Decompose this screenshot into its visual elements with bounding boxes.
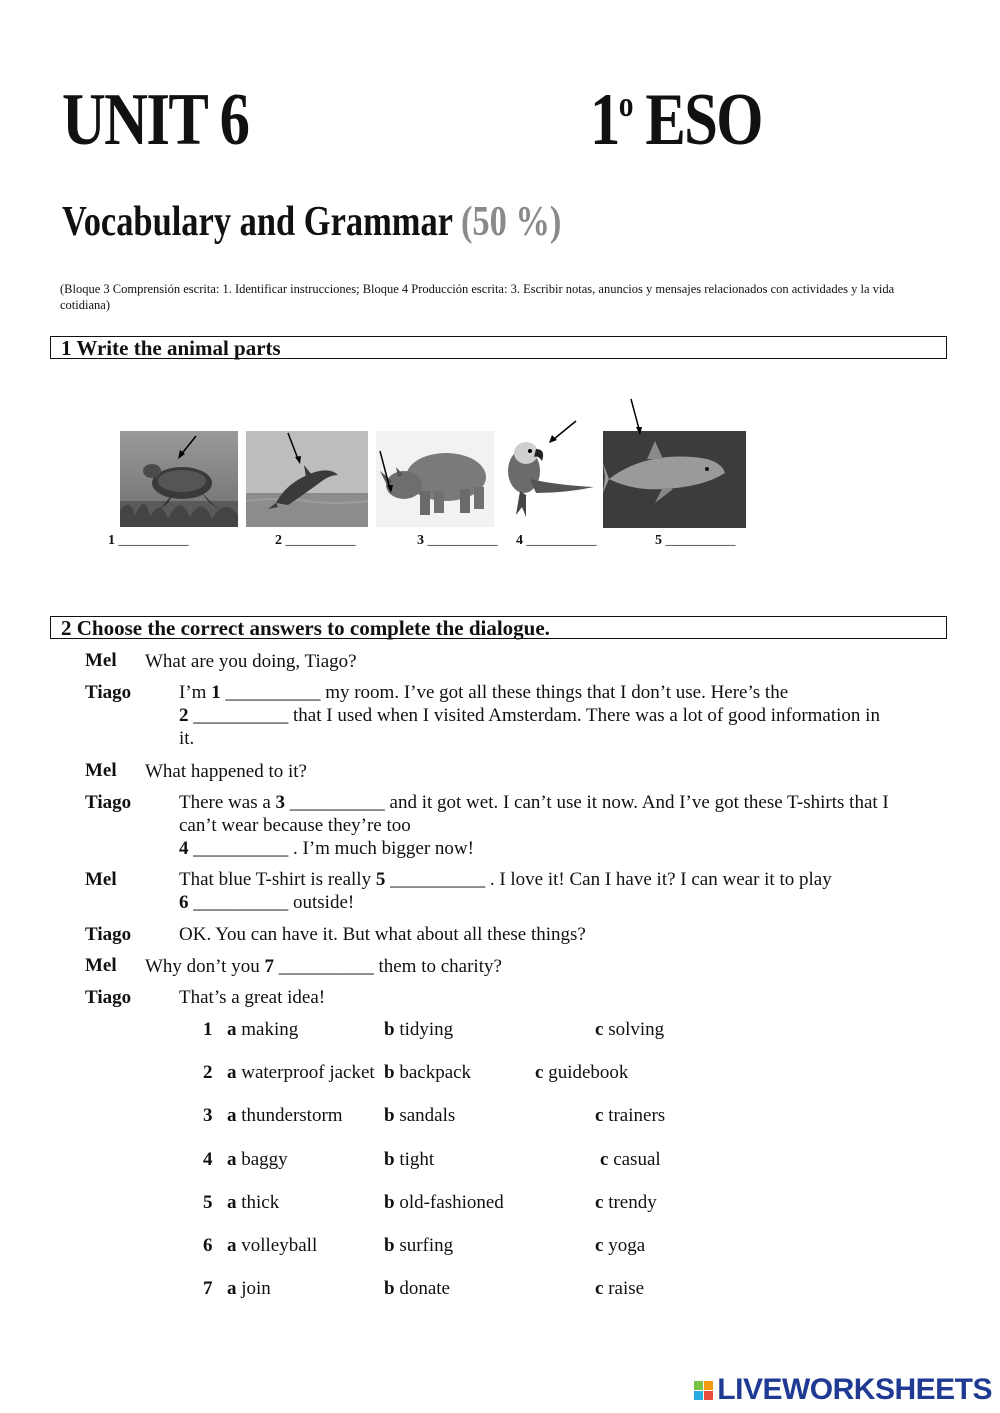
dialogue-line: That blue T-shirt is really 5 __________ . I love it! Can I have it? I can wear it to play 6 __________ outside! <box>179 869 832 913</box>
unit-title: UNIT 6 <box>62 79 249 161</box>
curriculum-note: (Bloque 3 Comprensión escrita: 1. Identificar instrucciones; Bloque 4 Producción escrita: 3. Escribir notas, anuncios y mensajes relacionados con actividades y la vida cotidiana) <box>60 282 895 312</box>
answer-blank-3[interactable]: __________ <box>427 533 498 548</box>
option-b[interactable]: b backpack <box>384 1062 472 1083</box>
grade-title: 1$^o$ ESO <box>590 79 762 161</box>
speaker-label: Mel <box>85 760 117 781</box>
answer-label-5: 5 __________ <box>655 533 736 548</box>
gap-2[interactable]: __________ <box>188 705 293 726</box>
answer-label-2: 2 __________ <box>275 533 356 548</box>
section-title: Vocabulary and Grammar (50 %) <box>62 199 562 245</box>
dialogue-line: There was a 3 __________ and it got wet. I can’t use it now. And I’ve got these T-shirts that I can’t wear because they’re too 4 __________ . I’m much bigger now! <box>179 792 889 859</box>
turtle-photo <box>120 431 238 527</box>
exercise-2-heading: 2 Choose the correct answers to complete the dialogue. <box>50 616 947 639</box>
dialogue-line: OK. You can have it. But what about all these things? <box>179 924 586 945</box>
option-b[interactable]: b old-fashioned <box>384 1192 504 1213</box>
option-number: 3 <box>203 1105 213 1126</box>
option-a[interactable]: a baggy <box>227 1149 288 1170</box>
option-c[interactable]: c yoga <box>595 1235 646 1256</box>
option-b[interactable]: b tidying <box>384 1019 454 1040</box>
gap-6[interactable]: __________ <box>188 892 293 913</box>
exercise-1-heading: 1 Write the animal parts <box>50 336 947 359</box>
speaker-label: Tiago <box>85 987 132 1008</box>
dialogue-line: What are you doing, Tiago? <box>145 651 357 672</box>
option-number: 1 <box>203 1019 213 1040</box>
option-c[interactable]: c trendy <box>595 1192 657 1213</box>
answer-blank-2[interactable]: __________ <box>285 533 356 548</box>
option-a[interactable]: a volleyball <box>227 1235 318 1256</box>
speaker-label: Tiago <box>85 682 132 703</box>
dialogue-line: Why don’t you 7 __________ them to charity? <box>145 956 502 977</box>
option-b[interactable]: b tight <box>384 1149 435 1170</box>
option-c[interactable]: c raise <box>595 1278 645 1299</box>
parrot-photo <box>496 415 598 527</box>
option-number: 7 <box>203 1278 213 1299</box>
option-c[interactable]: c trainers <box>595 1105 666 1126</box>
gap-4[interactable]: __________ <box>188 838 293 859</box>
option-c[interactable]: c casual <box>600 1149 661 1170</box>
speaker-label: Tiago <box>85 792 132 813</box>
dialogue-line: That’s a great idea! <box>179 987 326 1008</box>
liveworksheets-logo: LIVEWORKSHEETS <box>694 1373 992 1407</box>
logo-blocks-icon <box>694 1381 713 1400</box>
option-b[interactable]: b surfing <box>384 1235 454 1256</box>
speaker-label: Mel <box>85 869 117 890</box>
option-a[interactable]: a making <box>227 1019 299 1040</box>
gap-3[interactable]: __________ <box>285 792 390 813</box>
option-b[interactable]: b sandals <box>384 1105 456 1126</box>
gap-1[interactable]: __________ <box>220 682 326 703</box>
answer-label-1: 1 __________ <box>108 533 189 548</box>
option-a[interactable]: a thunderstorm <box>227 1105 343 1126</box>
speaker-label: Mel <box>85 955 117 976</box>
option-number: 2 <box>203 1062 213 1083</box>
speaker-label: Mel <box>85 650 117 671</box>
option-b[interactable]: b donate <box>384 1278 450 1299</box>
option-c[interactable]: c guidebook <box>535 1062 629 1083</box>
option-a[interactable]: a waterproof jacket <box>227 1062 375 1083</box>
dolphin-photo <box>246 431 368 527</box>
answer-label-4: 4 __________ <box>516 533 597 548</box>
answer-blank-1[interactable]: __________ <box>118 533 189 548</box>
shark-photo <box>603 397 746 528</box>
gap-5[interactable]: __________ <box>385 869 490 890</box>
answer-blank-5[interactable]: __________ <box>665 533 736 548</box>
answer-label-3: 3 __________ <box>417 533 498 548</box>
option-number: 6 <box>203 1235 213 1256</box>
option-number: 5 <box>203 1192 213 1213</box>
answer-blank-4[interactable]: __________ <box>526 533 597 548</box>
option-a[interactable]: a join <box>227 1278 271 1299</box>
rhino-photo <box>376 431 494 527</box>
option-c[interactable]: c solving <box>595 1019 665 1040</box>
speaker-label: Tiago <box>85 924 132 945</box>
dialogue-line: I’m 1 __________ my room. I’ve got all these things that I don’t use. Here’s the 2 __________ that I used when I visited Amsterdam. There was a lot of good information in it. <box>179 682 880 749</box>
option-a[interactable]: a thick <box>227 1192 280 1213</box>
dialogue-line: What happened to it? <box>145 761 307 782</box>
option-number: 4 <box>203 1149 213 1170</box>
gap-7[interactable]: __________ <box>273 956 379 977</box>
